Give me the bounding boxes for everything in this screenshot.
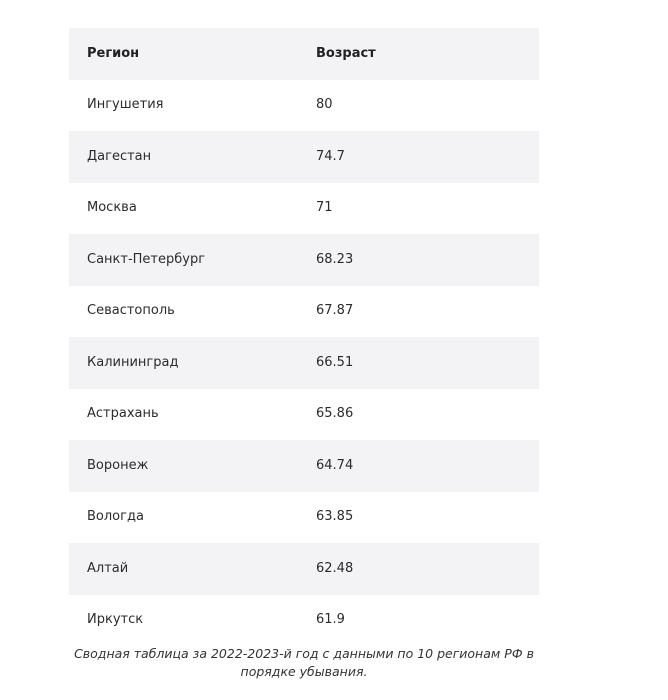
cell-region: Севастополь [87, 303, 175, 319]
table-row [69, 595, 539, 647]
cell-age: 80 [316, 97, 333, 113]
cell-region: Ингушетия [87, 97, 164, 113]
cell-age: 74.7 [316, 148, 345, 164]
cell-age: 64.74 [316, 457, 354, 473]
table-row [69, 543, 539, 595]
header-region: Регион [87, 45, 140, 61]
table-row [69, 389, 539, 441]
cell-region: Вологда [87, 509, 144, 525]
cell-region: Воронеж [87, 457, 149, 473]
cell-age: 61.9 [316, 612, 345, 628]
table-header-row [69, 28, 539, 80]
table-row [69, 234, 539, 286]
cell-region: Алтай [87, 560, 129, 576]
table-row [69, 440, 539, 492]
header-age: Возраст [316, 45, 376, 61]
cell-region: Москва [87, 200, 137, 216]
cell-age: 62.48 [316, 560, 354, 576]
cell-age: 67.87 [316, 303, 354, 319]
cell-age: 63.85 [316, 509, 354, 525]
table-row [69, 286, 539, 338]
cell-region: Астрахань [87, 406, 159, 422]
table-row [69, 492, 539, 544]
cell-age: 66.51 [316, 354, 354, 370]
table-row [69, 337, 539, 389]
region-age-table [69, 28, 539, 646]
cell-age: 65.86 [316, 406, 354, 422]
data-table-container [69, 28, 539, 646]
cell-region: Санкт-Петербург [87, 251, 206, 267]
table-row [69, 183, 539, 235]
table-row [69, 80, 539, 132]
cell-age: 71 [316, 200, 333, 216]
cell-region: Калининград [87, 354, 179, 370]
cell-region: Дагестан [87, 148, 152, 164]
cell-age: 68.23 [316, 251, 354, 267]
table-row [69, 131, 539, 183]
table-caption: Сводная таблица за 2022-2023-й год с данными по 10 регионам РФ в порядке убывания. [74, 646, 534, 679]
cell-region: Иркутск [87, 612, 144, 628]
